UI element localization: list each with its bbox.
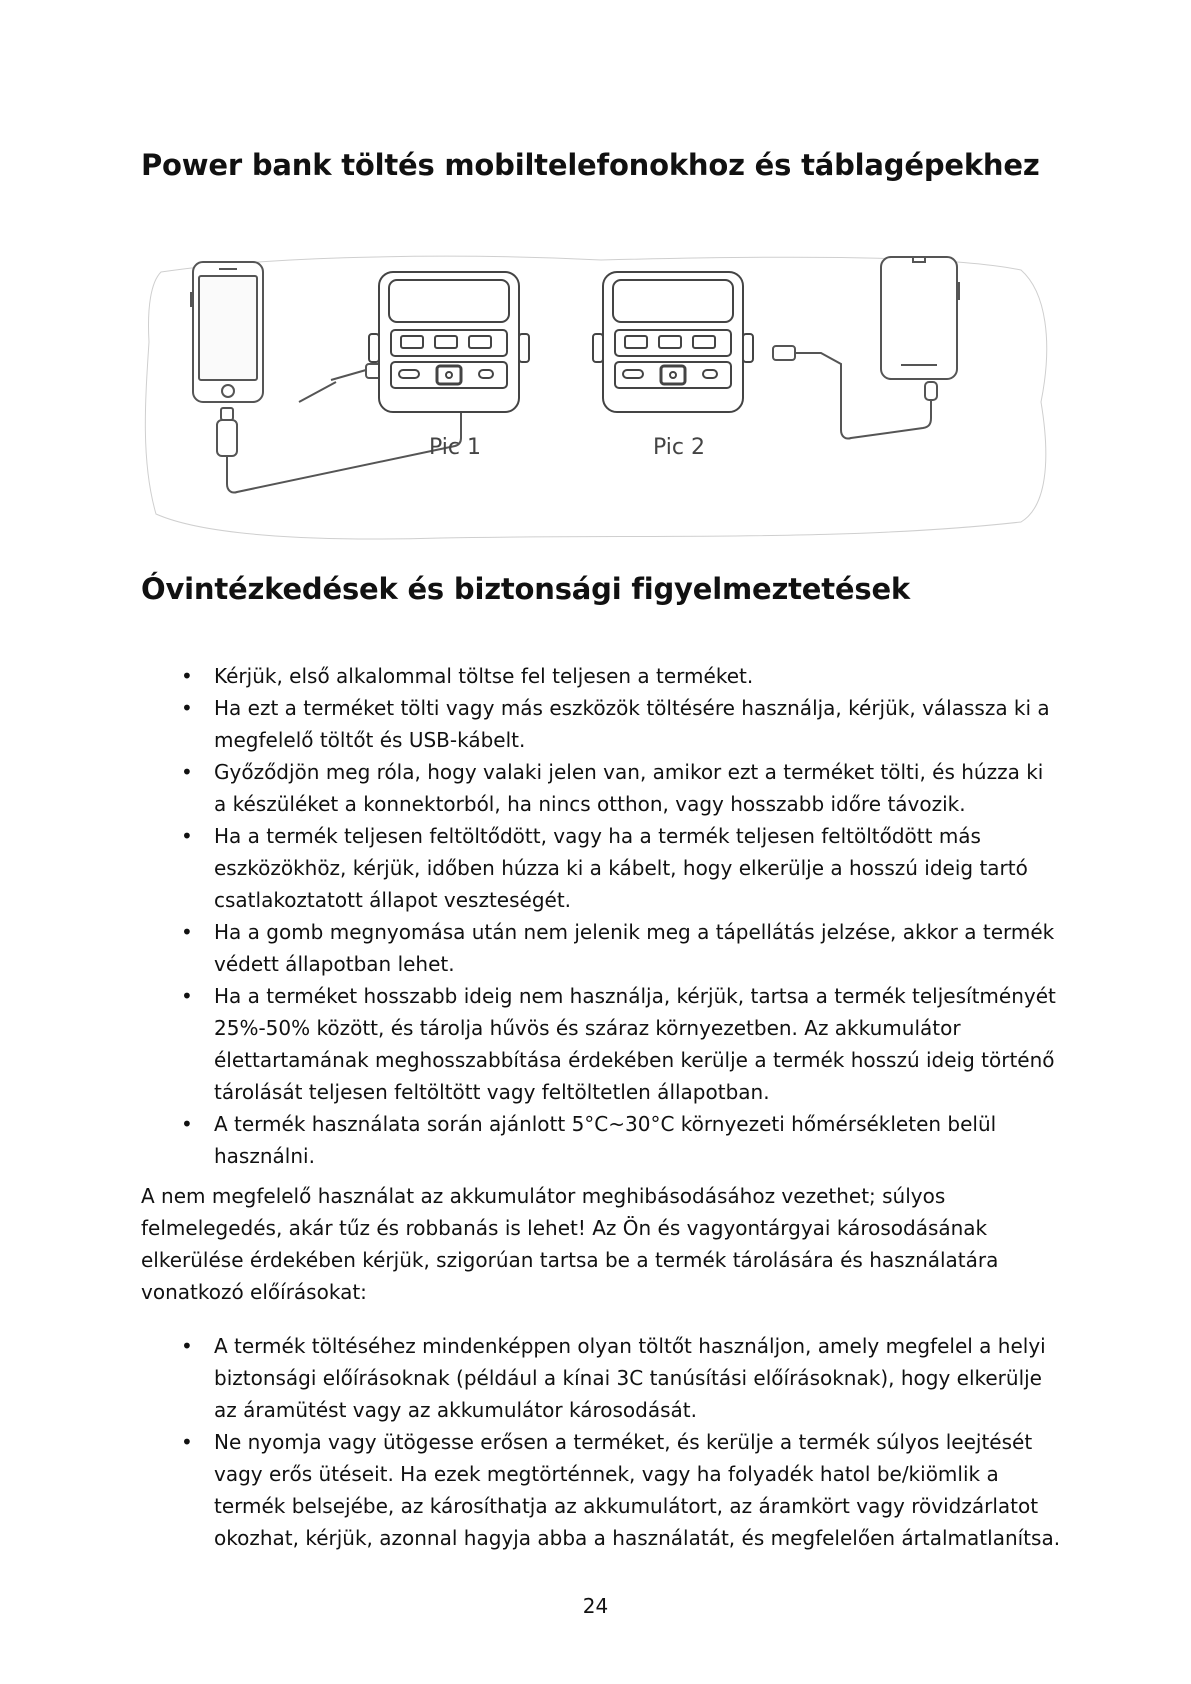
- list-item: • Győződjön meg róla, hogy valaki jelen van, amikor ezt a terméket tölti, és húzza ki a készüléket a konnektorból, ha nincs otthon, vagy hosszabb időre távozik.: [141, 756, 1061, 820]
- page-number: 24: [582, 1594, 609, 1618]
- list-item: • A termék használata során ajánlott 5°C~30°C környezeti hőmérsékleten belül használni.: [141, 1108, 1061, 1172]
- precautions-list: [141, 660, 1061, 1172]
- list-item: • Ne nyomja vagy ütögesse erősen a terméket, és kerülje a termék súlyos leejtését vagy erős ütéseit. Ha ezek megtörténnek, vagy ha folyadék hatol be/kiömlik a termék belsejébe, az károsíthatja az akkumulátort, az áramkört vagy rövidzárlatot okozhat, kérjük, azonnal hagyja abba a használatát, és megfelelően ártalmatlanítsa.: [141, 1426, 1061, 1554]
- list-item: • Ha a terméket hosszabb ideig nem használja, kérjük, tartsa a termék teljesítményét 25%-50% között, és tárolja hűvös és száraz környezetben. Az akkumulátor élettartamának meghosszabbítása érdekében kerülje a termék hosszú ideig történő tárolását teljesen feltöltött vagy feltöltetlen állapotban.: [141, 980, 1061, 1108]
- list-item: • Kérjük, első alkalommal töltse fel teljesen a terméket.: [141, 660, 1061, 692]
- power-station-pic1-icon: [369, 272, 529, 412]
- charging-illustration: [141, 252, 1054, 542]
- section-heading-charging: Power bank töltés mobiltelefonokhoz és táblagépekhez: [141, 148, 1040, 182]
- tablet-icon: [881, 257, 959, 379]
- warning-paragraph: A nem megfelelő használat az akkumulátor meghibásodásához vezethet; súlyos felmelegedés, akár tűz és robbanás is lehet! Az Ön és vagyontárgyai károsodásának elkerülése érdekében kérjük, szigorúan tartsa be a termék tárolására és használatára vonatkozó előírásokat:: [141, 1184, 999, 1304]
- list-item: • A termék töltéséhez mindenképpen olyan töltőt használjon, amely megfelel a helyi biztonsági előírásoknak (például a kínai 3C tanúsítási előírásoknak), hogy elkerülje az áramütést vagy az akkumulátor károsodását.: [141, 1330, 1061, 1426]
- section-heading-precautions: Óvintézkedések és biztonsági figyelmeztetések: [141, 572, 911, 606]
- list-item: • Ha a termék teljesen feltöltődött, vagy ha a termék teljesen feltöltődött más eszközökhöz, kérjük, időben húzza ki a kábelt, hogy elkerülje a hosszú ideig tartó csatlakoztatott állapot veszteségét.: [141, 820, 1061, 916]
- pic1-label: Pic 1: [429, 435, 481, 460]
- usage-rules-list: [141, 1330, 1061, 1554]
- iphone-icon: [191, 262, 263, 402]
- charging-diagram-svg: [141, 252, 1054, 542]
- list-item: • Ha ezt a terméket tölti vagy más eszközök töltésére használja, kérjük, válassza ki a megfelelő töltőt és USB-kábelt.: [141, 692, 1061, 756]
- power-station-pic2-icon: [593, 272, 753, 412]
- list-item: • Ha a gomb megnyomása után nem jelenik meg a tápellátás jelzése, akkor a termék védett állapotban lehet.: [141, 916, 1061, 980]
- pic2-label: Pic 2: [653, 435, 705, 460]
